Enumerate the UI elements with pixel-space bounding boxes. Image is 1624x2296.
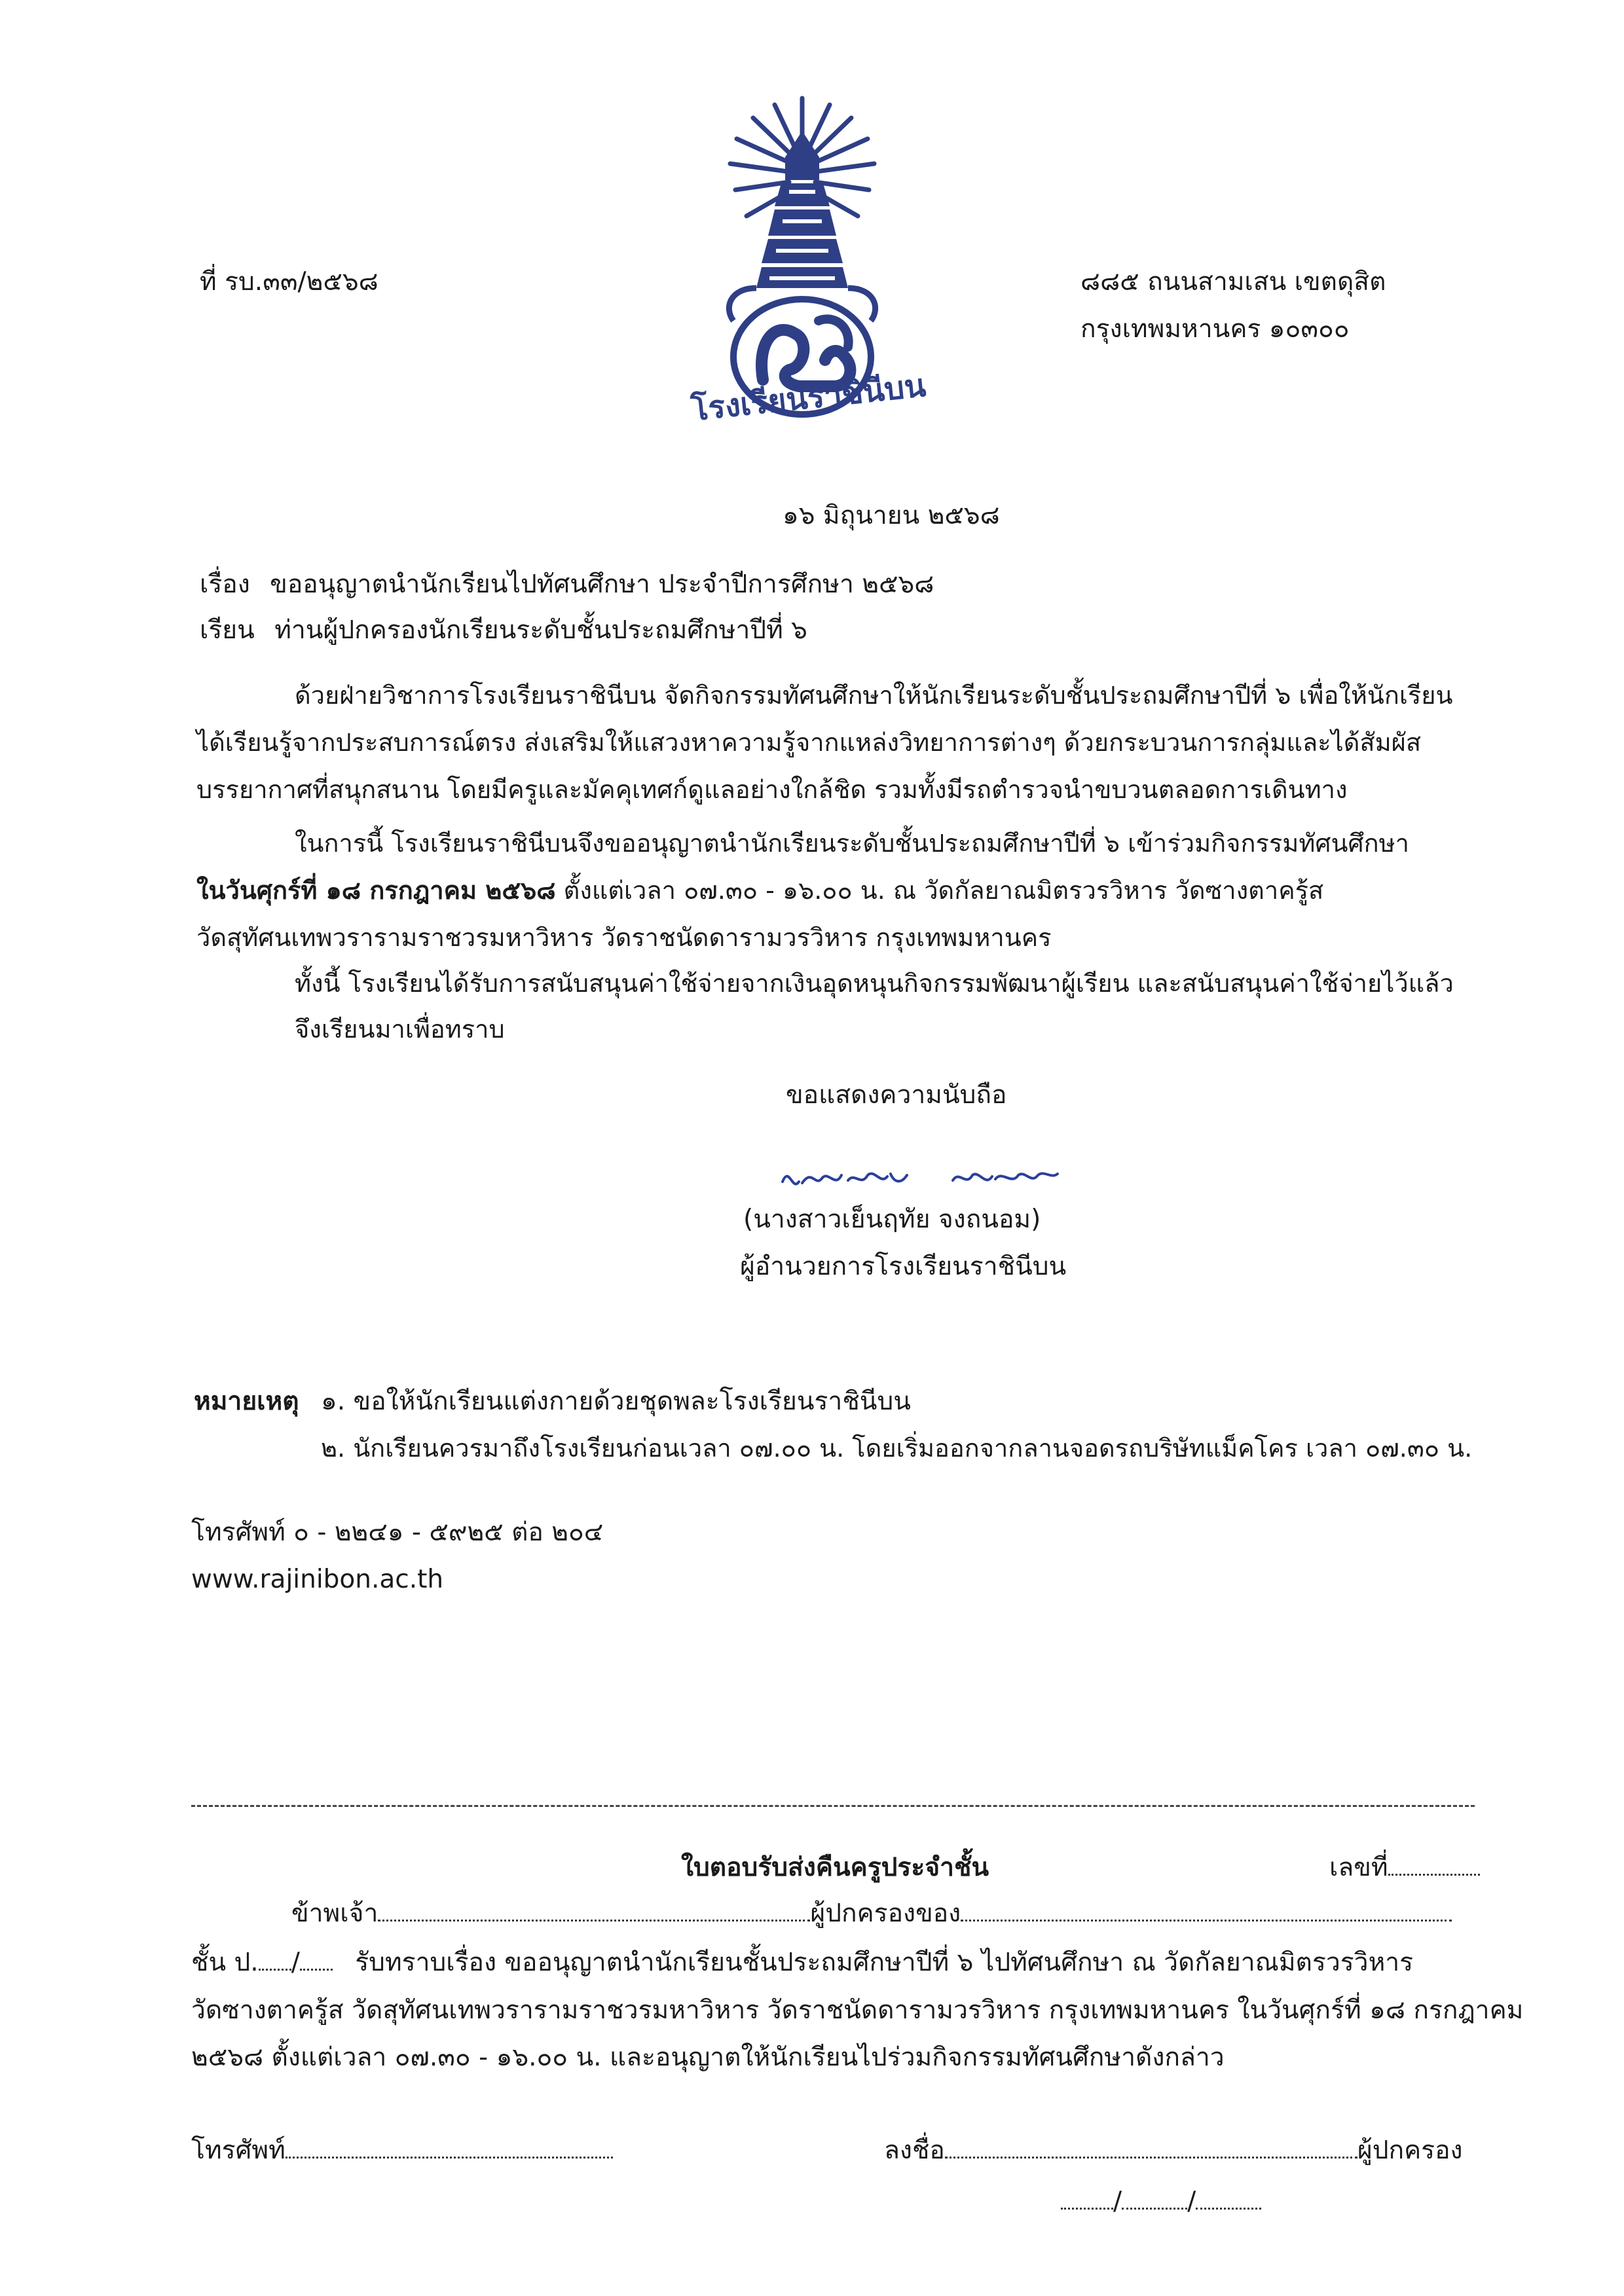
handwritten-signature-icon bbox=[776, 1156, 1077, 1201]
event-date-prefix: ใน bbox=[196, 876, 226, 905]
subject-label: เรื่อง bbox=[200, 570, 250, 599]
subject-line bbox=[200, 570, 934, 600]
acknowledgement-line-2: วัดซางตาครู้ส วัดสุทัศนเทพวรารามราชวรมหาวิหาร วัดราชนัดดารามวรวิหาร กรุงเทพมหานคร ในวันศุกร์ที่ ๑๘ กรกฎาคม bbox=[191, 1995, 1524, 2025]
class-level-field[interactable] bbox=[259, 1949, 291, 1971]
date-slash-2: / bbox=[1187, 2187, 1196, 2216]
number-label: เลขที่ bbox=[1329, 1853, 1388, 1882]
reference-number: ที่ รบ.๓๓/๒๕๖๘ bbox=[200, 267, 378, 297]
sign-label: ลงชื่อ bbox=[884, 2136, 945, 2165]
body-paragraph-2-line-1: ในการนี้ โรงเรียนราชินีบนจึงขออนุญาตนำนักเรียนระดับชั้นประถมศึกษาปีที่ ๖ เข้าร่วมกิจกรรมทัศนศึกษา bbox=[295, 829, 1409, 858]
guardian-label: ผู้ปกครอง bbox=[1357, 2136, 1463, 2165]
recipient-text: ท่านผู้ปกครองนักเรียนระดับชั้นประถมศึกษาปีที่ ๖ bbox=[274, 615, 807, 645]
i-label: ข้าพเจ้า bbox=[291, 1899, 378, 1928]
class-slash: / bbox=[291, 1948, 300, 1977]
day-field[interactable] bbox=[1061, 2188, 1113, 2210]
date-slash-1: / bbox=[1113, 2187, 1122, 2216]
phone-field[interactable] bbox=[286, 2137, 613, 2159]
school-address-line1: ๘๘๕ ถนนสามเสน เขตดุสิต bbox=[1080, 267, 1386, 297]
signature-field[interactable] bbox=[945, 2137, 1357, 2159]
acknowledgement-line-1: รับทราบเรื่อง ขออนุญาตนำนักเรียนชั้นประถมศึกษาปีที่ ๖ ไปทัศนศึกษา ณ วัดกัลยาณมิตรวรวิหาร bbox=[355, 1948, 1414, 1977]
logo-text: โรงเรียนราชินีบน bbox=[689, 367, 928, 429]
contact-phone: โทรศัพท์ ๐ - ๒๒๔๑ - ๕๙๒๕ ต่อ ๒๐๔ bbox=[191, 1518, 604, 1547]
closing: ขอแสดงความนับถือ bbox=[786, 1080, 1007, 1110]
class-label: ชั้น ป. bbox=[191, 1948, 259, 1977]
guardian-name-field[interactable] bbox=[378, 1900, 810, 1922]
phone-row bbox=[191, 2136, 613, 2166]
year-field[interactable] bbox=[1196, 2188, 1261, 2210]
note-1: ๑. ขอให้นักเรียนแต่งกายด้วยชุดพละโรงเรียนราชินีบน bbox=[321, 1387, 911, 1416]
recipient-line bbox=[200, 615, 807, 646]
month-field[interactable] bbox=[1122, 2188, 1187, 2210]
body-paragraph-1-line-2: ได้เรียนรู้จากประสบการณ์ตรง ส่งเสริมให้แสวงหาความรู้จากแหล่งวิทยาการต่างๆ ด้วยกระบวนการกลุ่มและได้สัมผัส bbox=[196, 728, 1422, 757]
number-field[interactable] bbox=[1388, 1854, 1480, 1876]
cut-line bbox=[191, 1805, 1475, 1807]
sign-row bbox=[884, 2136, 1463, 2166]
guardian-row bbox=[291, 1899, 1452, 1929]
signature bbox=[776, 1156, 1077, 1209]
date-row bbox=[1061, 2187, 1261, 2217]
body-paragraph-1-line-3: บรรยากาศที่สนุกสนาน โดยมีครูและมัคคุเทศก์ดูแลอย่างใกล้ชิด รวมทั้งมีรถตำรวจนำขบวนตลอดการเดินทาง bbox=[196, 775, 1348, 804]
letter-date: ๑๖ มิถุนายน ๒๕๖๘ bbox=[783, 501, 1000, 530]
signer-name: (นางสาวเย็นฤทัย จงถนอม) bbox=[743, 1205, 1041, 1234]
website-link[interactable]: www.rajinibon.ac.th bbox=[191, 1565, 444, 1594]
reply-form-title: ใบตอบรับส่งคืนครูประจำชั้น bbox=[681, 1853, 989, 1882]
phone-label: โทรศัพท์ bbox=[191, 2136, 286, 2165]
note-2: ๒. นักเรียนควรมาถึงโรงเรียนก่อนเวลา ๐๗.๐๐ น. โดยเริ่มออกจากลานจอดรถบริษัทแม็คโคร เวลา ๐๗.๓๐ น. bbox=[321, 1434, 1473, 1463]
school-address-line2: กรุงเทพมหานคร ๑๐๓๐๐ bbox=[1080, 314, 1350, 344]
ack-row-1 bbox=[191, 1948, 1413, 1978]
recipient-label: เรียน bbox=[200, 615, 255, 645]
body-paragraph-3-line-1: ทั้งนี้ โรงเรียนได้รับการสนับสนุนค่าใช้จ่ายจากเงินอุดหนุนกิจกรรมพัฒนาผู้เรียน และสนับสนุนค่าใช้จ่ายไว้แล้ว bbox=[295, 969, 1454, 998]
subject-text: ขออนุญาตนำนักเรียนไปทัศนศึกษา ประจำปีการศึกษา ๒๕๖๘ bbox=[270, 570, 934, 599]
guardian-of-label: ผู้ปกครองของ bbox=[810, 1899, 961, 1928]
signer-title: ผู้อำนวยการโรงเรียนราชินีบน bbox=[740, 1252, 1067, 1281]
student-name-field[interactable] bbox=[961, 1900, 1452, 1922]
acknowledgement-line-3: ๒๕๖๘ ตั้งแต่เวลา ๐๗.๓๐ - ๑๖.๐๐ น. และอนุญาตให้นักเรียนไปร่วมกิจกรรมทัศนศึกษาดังกล่าว bbox=[191, 2043, 1225, 2072]
event-time-place: ตั้งแต่เวลา ๐๗.๓๐ - ๑๖.๐๐ น. ณ วัดกัลยาณมิตรวรวิหาร วัดซางตาครู้ส bbox=[555, 876, 1324, 905]
body-paragraph-1-line-1: ด้วยฝ่ายวิชาการโรงเรียนราชินีบน จัดกิจกรรมทัศนศึกษาให้นักเรียนระดับชั้นประถมศึกษาปีที่ ๖ เพื่อให้นักเรียน bbox=[295, 681, 1453, 710]
body-paragraph-2-line-3: วัดสุทัศนเทพวรารามราชวรมหาวิหาร วัดราชนัดดารามวรวิหาร กรุงเทพมหานคร bbox=[196, 923, 1052, 952]
school-logo bbox=[684, 92, 928, 432]
event-date: วันศุกร์ที่ ๑๘ กรกฎาคม ๒๕๖๘ bbox=[225, 876, 556, 905]
body-paragraph-2-line-2 bbox=[196, 876, 1323, 906]
class-room-field[interactable] bbox=[300, 1949, 333, 1971]
number-field-row bbox=[1329, 1853, 1480, 1884]
body-paragraph-4: จึงเรียนมาเพื่อทราบ bbox=[295, 1015, 505, 1044]
notes-label: หมายเหตุ bbox=[194, 1387, 299, 1416]
